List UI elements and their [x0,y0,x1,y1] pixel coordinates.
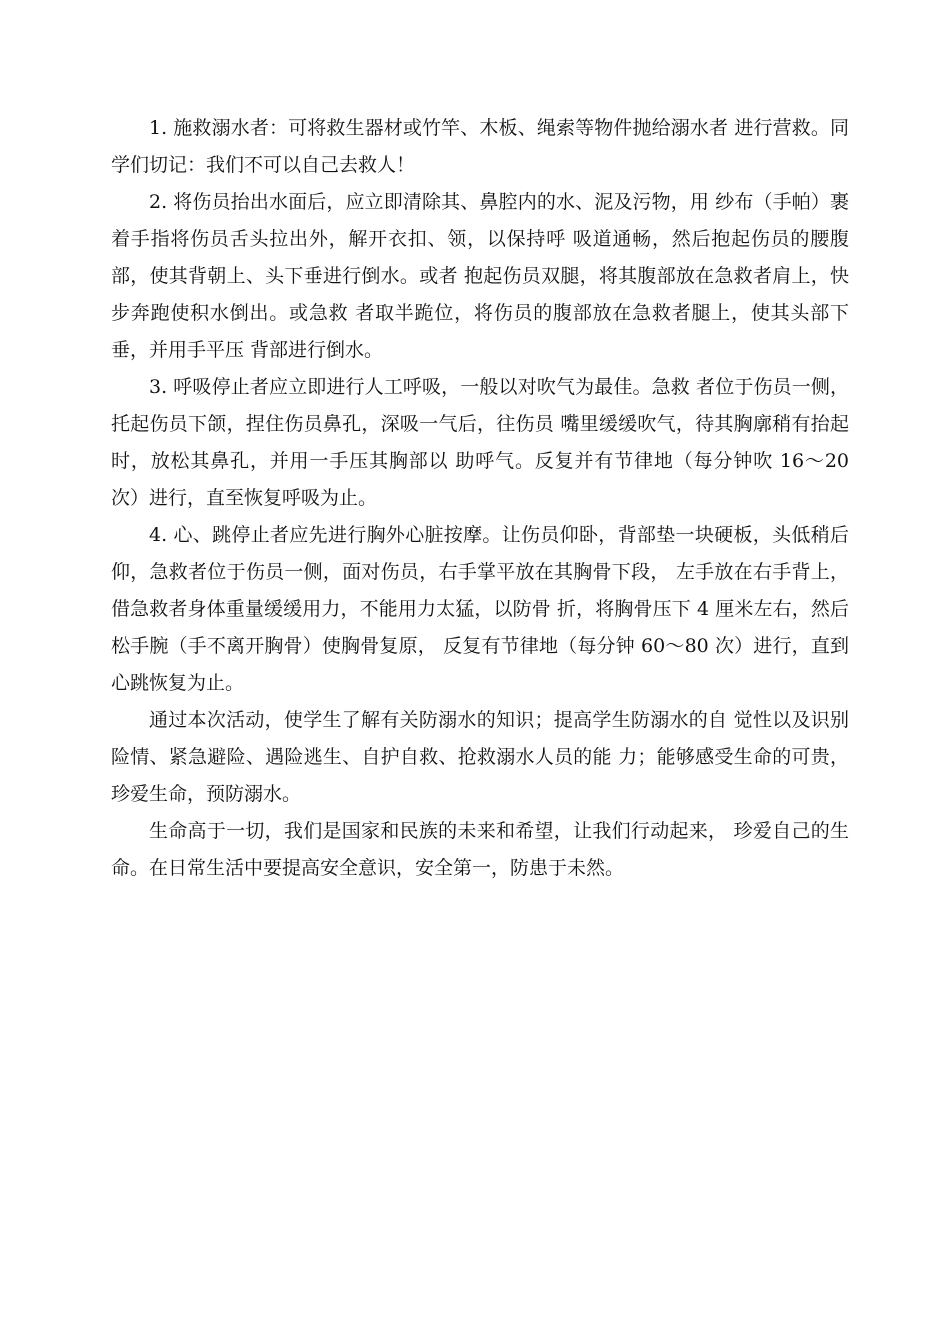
paragraph-rescue-drowning: 1. 施救溺水者：可将救生器材或竹竿、木板、绳索等物件抛给溺水者 进行营救。同学们切记：我们不可以自己去救人！ [111,117,849,176]
paragraph-cardiac-massage: 4. 心、跳停止者应先进行胸外心脏按摩。让伤员仰卧，背部垫一块硬板，头低稍后仰，急救者位于伤员一侧，面对伤员，右手掌平放在其胸骨下段， 左手放在右手背上，借急救者身体重量缓缓用力，不能用力太猛，以防骨 折，将胸骨压下 4 厘米左右，然后松手腕（手不离开胸骨）使胸骨复原， 反复有节律地（每分钟 60〜80 次）进行，直到心跳恢复为止。 [111,524,849,694]
paragraph-artificial-respiration: 3. 呼吸停止者应立即进行人工呼吸，一般以对吹气为最佳。急救 者位于伤员一侧，托起伤员下颌，捏住伤员鼻孔，深吸一气后，往伤员 嘴里缓缓吹气，待其胸廓稍有抬起时，放松其鼻孔，并用一手压其胸部以 助呼气。反复并有节律地（每分钟吹 16〜20 次）进行，直至恢复呼吸为止。 [111,376,849,509]
paragraph-activity-summary: 通过本次活动，使学生了解有关防溺水的知识；提高学生防溺水的自 觉性以及识别险情、紧急避险、遇险逃生、自护自救、抢救溺水人员的能 力；能够感受生命的可贵，珍爱生命，预防溺水。 [111,709,849,805]
document-body [111,110,849,887]
paragraph-drain-water: 2. 将伤员抬出水面后，应立即清除其、鼻腔内的水、泥及污物，用 纱布（手帕）裹着手指将伤员舌头拉出外，解开衣扣、领，以保持呼 吸道通畅，然后抱起伤员的腰腹部，使其背朝上、头下垂进行倒水。或者 抱起伤员双腿，将其腹部放在急救者肩上，快步奔跑使积水倒出。或急救 者取半跪位，将伤员的腹部放在急救者腿上，使其头部下垂，并用手平压 背部进行倒水。 [111,191,849,361]
paragraph-conclusion: 生命高于一切，我们是国家和民族的未来和希望，让我们行动起来， 珍爱自己的生命。在日常生活中要提高安全意识，安全第一，防患于未然。 [111,820,849,879]
